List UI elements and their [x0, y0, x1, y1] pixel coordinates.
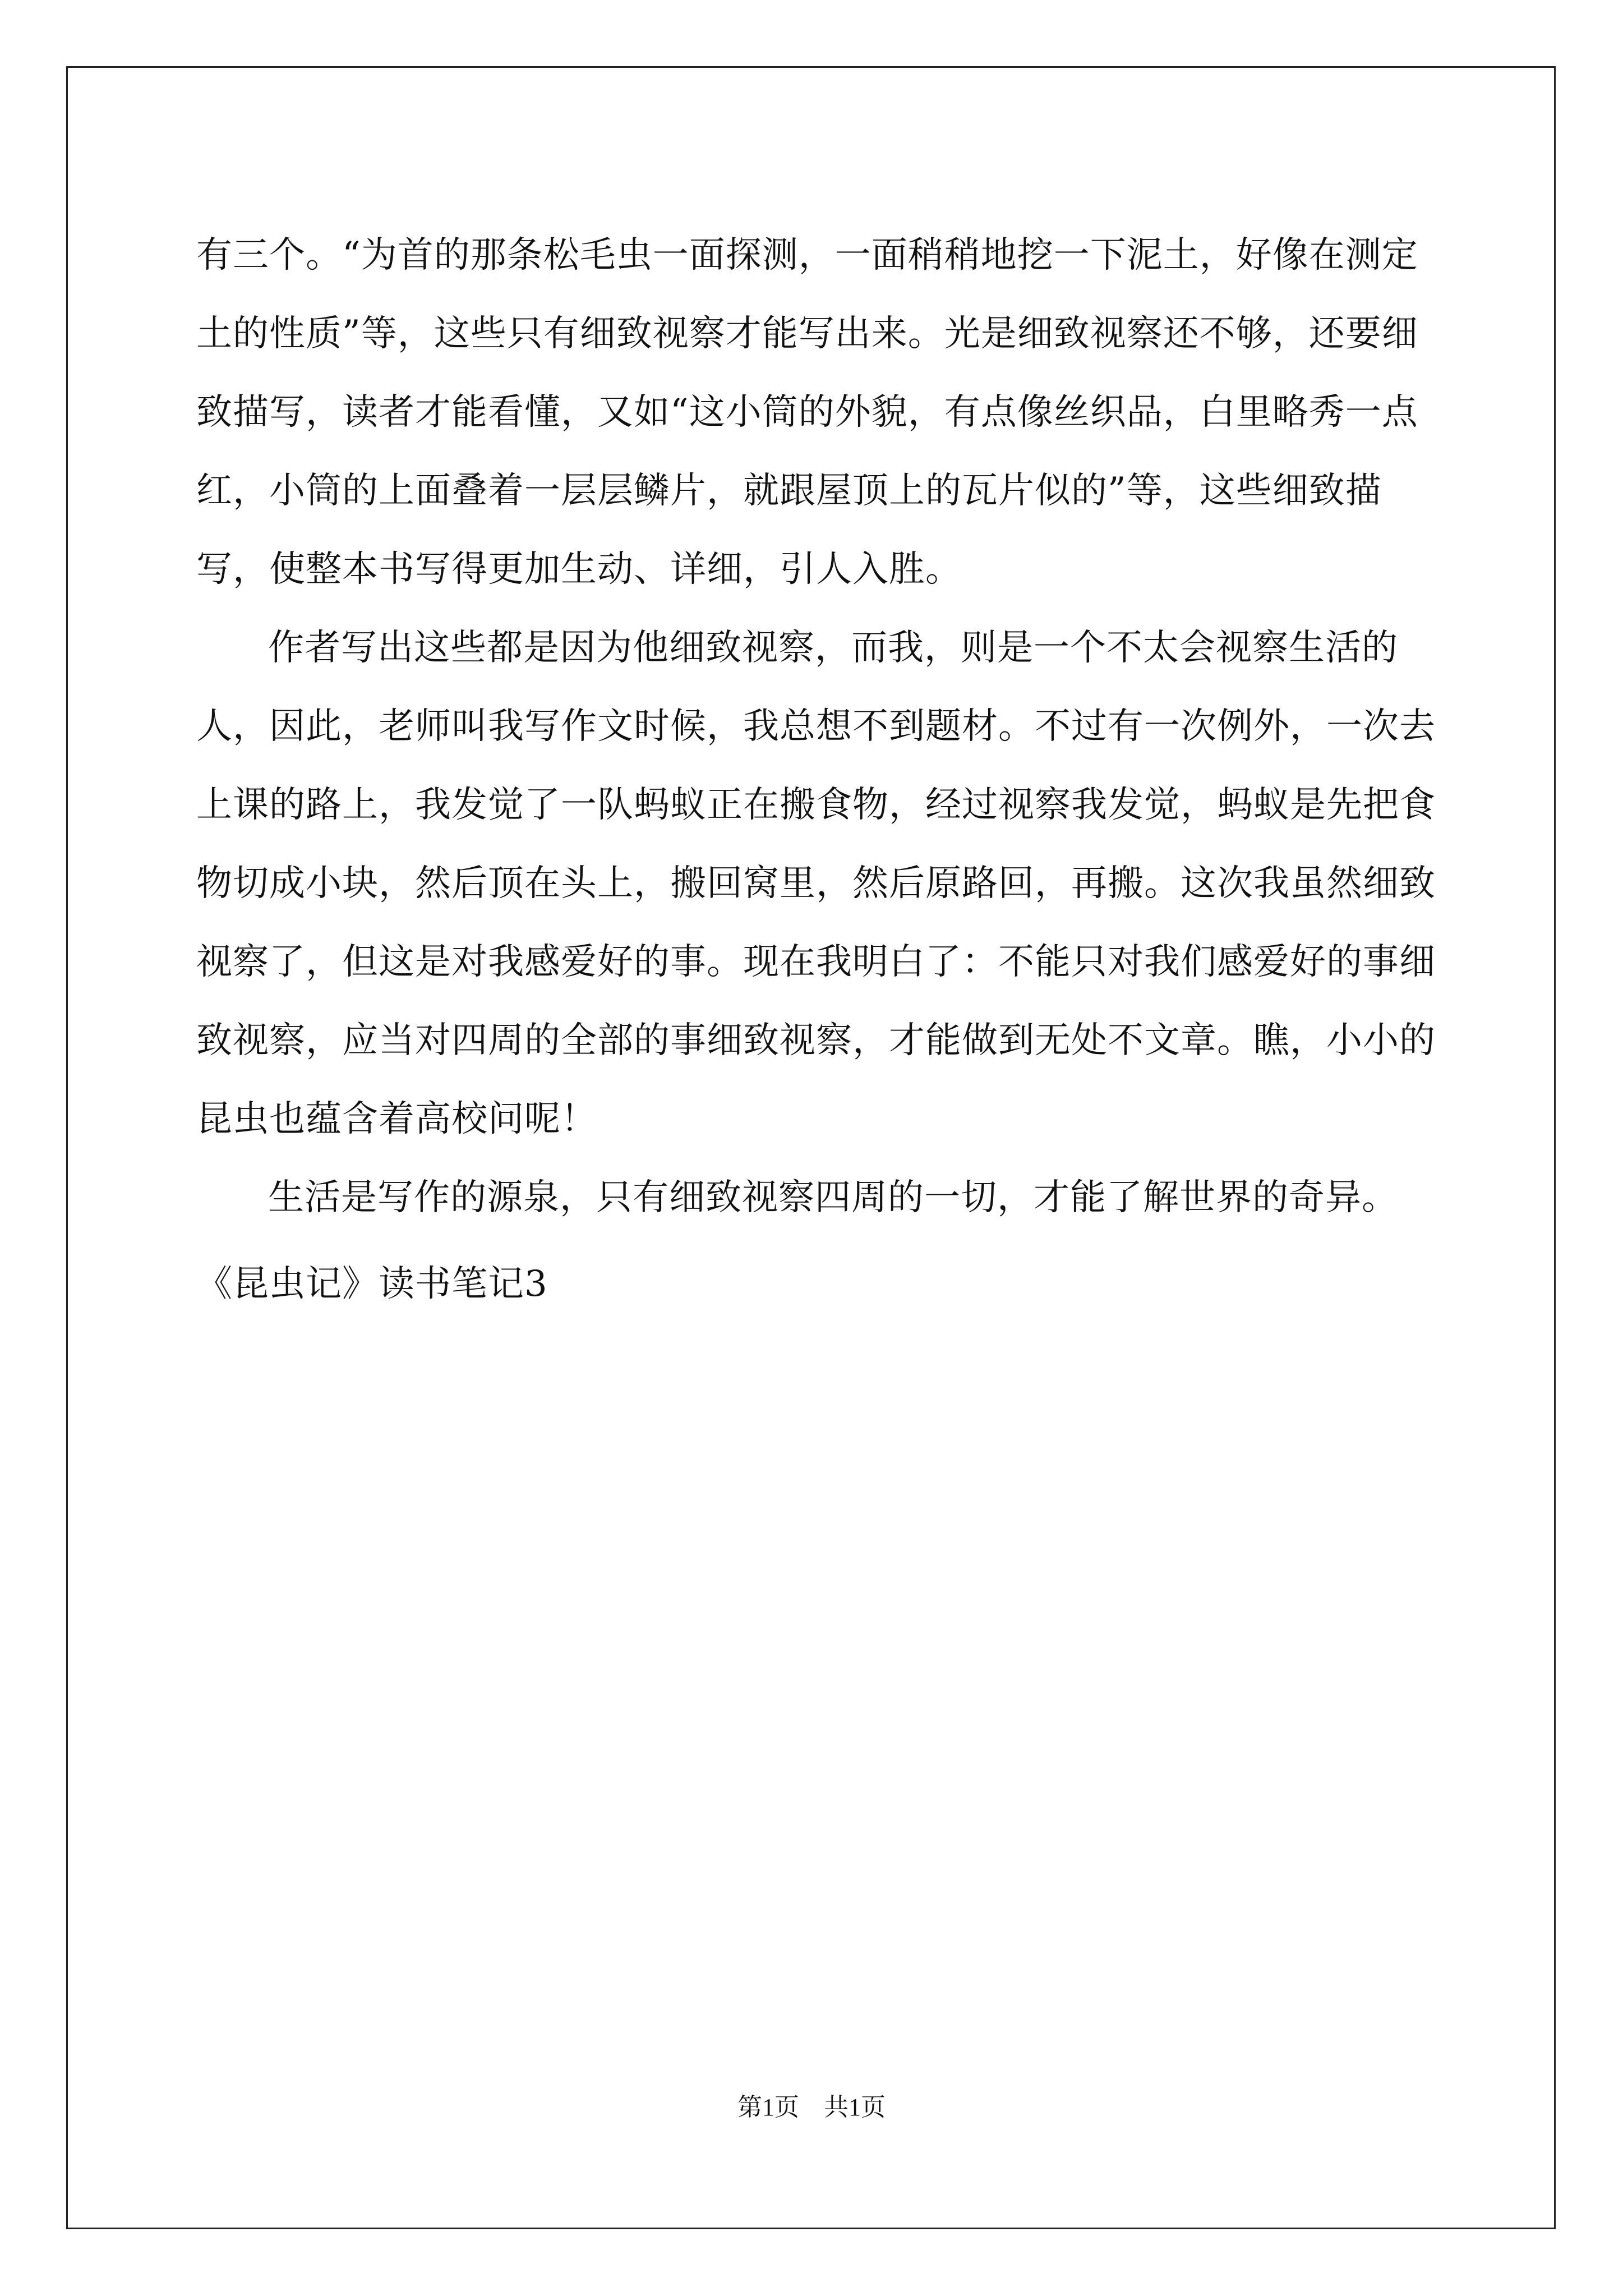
paragraph-3: 生活是写作的源泉，只有细致视察四周的一切，才能了解世界的奇异。: [268, 1177, 1398, 1218]
section-heading: 《昆虫记》读书笔记3: [196, 1263, 548, 1305]
page-number: 第1页: [737, 2093, 799, 2121]
document-body: [196, 216, 1453, 1323]
page-footer: [0, 2091, 1623, 2124]
page-total: 共1页: [824, 2093, 886, 2121]
paragraph-2: 作者写出这些都是因为他细致视察，而我，则是一个不太会视察生活的人，因此，老师叫我写作文时候，我总想不到题材。不过有一次例外，一次去上课的路上，我发觉了一队蚂蚁正在搬食物，经过视察我发觉，蚂蚁是先把食物切成小块，然后顶在头上，搬回窝里，然后原路回，再搬。这次我虽然细致视察了，但这是对我感爱好的事。现在我明白了：不能只对我们感爱好的事细致视察，应当对四周的全部的事细致视察，才能做到无处不文章。瞧，小小的昆虫也蕴含着高校问呢！: [196, 627, 1436, 1140]
paragraph-1: 有三个。“为首的那条松毛虫一面探测，一面稍稍地挖一下泥土，好像在测定土的性质”等，这些只有细致视察才能写出来。光是细致视察还不够，还要细致描写，读者才能看懂，又如“这小筒的外貌，有点像丝织品，白里略秀一点红，小筒的上面叠着一层层鳞片，就跟屋顶上的瓦片似的”等，这些细致描写，使整本书写得更加生动、详细，引人入胜。: [196, 234, 1418, 590]
